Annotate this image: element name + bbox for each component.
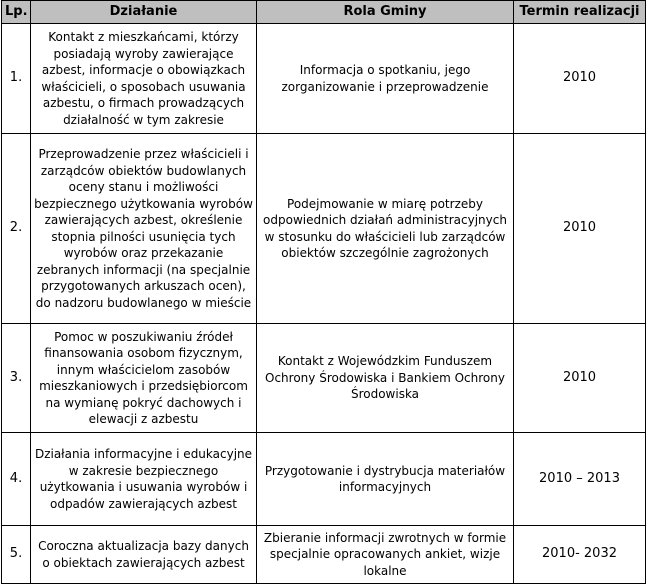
deadline-cell: 2010 – 2013 <box>514 433 646 526</box>
action-cell: Kontakt z mieszkańcami, którzy posiadają wyroby zawierające azbest, informacje o obowiązkach właścicieli, o sposobach usuwania azbestu, o firmach prowadzących działalność w tym zakresie <box>31 24 257 134</box>
action-plan-table <box>1 0 646 584</box>
table-row <box>2 24 646 134</box>
row-number: 2. <box>2 134 31 324</box>
deadline-cell: 2010 <box>514 134 646 324</box>
row-number: 3. <box>2 324 31 433</box>
row-number: 5. <box>2 526 31 584</box>
row-number: 1. <box>2 24 31 134</box>
header-rola: Rola Gminy <box>257 1 514 24</box>
action-cell: Działania informacyjne i edukacyjne w zakresie bezpiecznego użytkowania i usuwania wyrobów i odpadów zawierających azbest <box>31 433 257 526</box>
table-row <box>2 433 646 526</box>
action-cell: Coroczna aktualizacja bazy danych o obiektach zawierających azbest <box>31 526 257 584</box>
role-cell: Informacja o spotkaniu, jego zorganizowanie i przeprowadzenie <box>257 24 514 134</box>
table-row <box>2 526 646 584</box>
deadline-cell: 2010 <box>514 24 646 134</box>
role-cell: Przygotowanie i dystrybucja materiałów informacyjnych <box>257 433 514 526</box>
header-row <box>2 1 646 24</box>
role-cell: Zbieranie informacji zwrotnych w formie specjalnie opracowanych ankiet, wizje lokalne <box>257 526 514 584</box>
action-cell: Przeprowadzenie przez właścicieli i zarządców obiektów budowlanych oceny stanu i możliwości bezpiecznego użytkowania wyrobów zawierających azbest, określenie stopnia pilności usunięcia tych wyrobów oraz przekazanie zebranych informacji (na specjalnie przygotowanych arkuszach ocen), do nadzoru budowlanego w mieście <box>31 134 257 324</box>
header-termin: Termin realizacji <box>514 1 646 24</box>
role-cell: Podejmowanie w miarę potrzeby odpowiednich działań administracyjnych w stosunku do właścicieli lub zarządców obiektów szczególnie zagrożonych <box>257 134 514 324</box>
action-cell: Pomoc w poszukiwaniu źródeł finansowania osobom fizycznym, innym właścicielom zasobów mieszkaniowych i przedsiębiorcom na wymianę pokryć dachowych i elewacji z azbestu <box>31 324 257 433</box>
table-row <box>2 324 646 433</box>
header-dzialanie: Działanie <box>31 1 257 24</box>
deadline-cell: 2010- 2032 <box>514 526 646 584</box>
role-cell: Kontakt z Wojewódzkim Funduszem Ochrony Środowiska i Bankiem Ochrony Środowiska <box>257 324 514 433</box>
table-row <box>2 134 646 324</box>
deadline-cell: 2010 <box>514 324 646 433</box>
header-lp: Lp. <box>2 1 31 24</box>
row-number: 4. <box>2 433 31 526</box>
